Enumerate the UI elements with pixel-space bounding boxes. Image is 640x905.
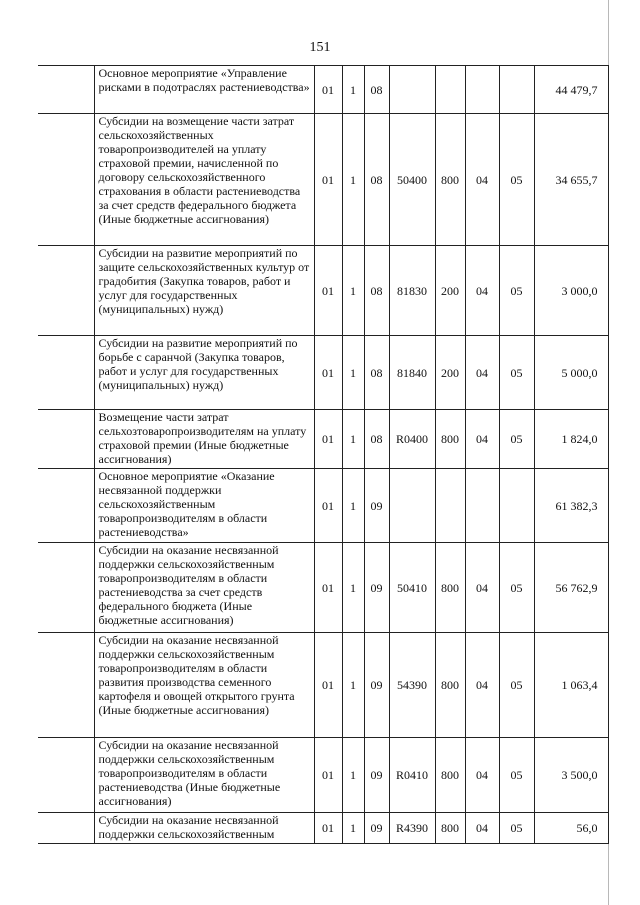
- amount-cell: 3 000,0: [534, 246, 608, 336]
- subsection-code-cell: 05: [499, 543, 534, 633]
- amount-cell: 1 824,0: [534, 410, 608, 469]
- amount-cell: 34 655,7: [534, 114, 608, 246]
- program-code-cell: 01: [314, 246, 342, 336]
- blank-cell: [38, 246, 94, 336]
- expense-type-cell: [435, 469, 465, 543]
- subsection-code-cell: [499, 469, 534, 543]
- blank-cell: [38, 66, 94, 114]
- subsection-code-cell: 05: [499, 738, 534, 813]
- event-code-cell: 08: [364, 66, 389, 114]
- subsection-code-cell: 05: [499, 114, 534, 246]
- blank-cell: [38, 469, 94, 543]
- expense-type-cell: 200: [435, 246, 465, 336]
- target-code-cell: 81830: [389, 246, 435, 336]
- event-code-cell: 08: [364, 246, 389, 336]
- table-row: [38, 633, 608, 738]
- target-code-cell: 50400: [389, 114, 435, 246]
- section-code-cell: 04: [465, 114, 499, 246]
- section-code-cell: 04: [465, 633, 499, 738]
- target-code-cell: 81840: [389, 336, 435, 410]
- subprogram-code-cell: 1: [342, 246, 364, 336]
- program-code-cell: 01: [314, 336, 342, 410]
- target-code-cell: 54390: [389, 633, 435, 738]
- table-row: [38, 66, 608, 114]
- event-code-cell: 09: [364, 738, 389, 813]
- subprogram-code-cell: 1: [342, 469, 364, 543]
- row-name-cell: Субсидии на развитие мероприятий по защите сельскохозяйственных культур от градобития (Закупка товаров, работ и услуг для государственных (муниципальных) нужд): [94, 246, 314, 336]
- amount-cell: 56,0: [534, 813, 608, 844]
- subsection-code-cell: 05: [499, 633, 534, 738]
- subprogram-code-cell: 1: [342, 633, 364, 738]
- blank-cell: [38, 114, 94, 246]
- subsection-code-cell: 05: [499, 246, 534, 336]
- subprogram-code-cell: 1: [342, 66, 364, 114]
- row-name-cell: Субсидии на оказание несвязанной поддержки сельскохозяйственным товаропроизводителям в области развития производства семенного картофеля и овощей открытого грунта (Иные бюджетные ассигнования): [94, 633, 314, 738]
- blank-cell: [38, 543, 94, 633]
- row-name-cell: Субсидии на оказание несвязанной поддержки сельскохозяйственным товаропроизводителям в области растениеводства (Иные бюджетные ассигнования): [94, 738, 314, 813]
- subprogram-code-cell: 1: [342, 336, 364, 410]
- subsection-code-cell: 05: [499, 813, 534, 844]
- table-body: [38, 66, 608, 844]
- expense-type-cell: 800: [435, 738, 465, 813]
- target-code-cell: [389, 469, 435, 543]
- table-row: [38, 246, 608, 336]
- table-row: [38, 543, 608, 633]
- target-code-cell: 50410: [389, 543, 435, 633]
- table-row: [38, 469, 608, 543]
- target-code-cell: R4390: [389, 813, 435, 844]
- row-name-cell: Основное мероприятие «Оказание несвязанной поддержки сельскохозяйственным товаропроизводителям в области растениеводства»: [94, 469, 314, 543]
- section-code-cell: 04: [465, 813, 499, 844]
- blank-cell: [38, 813, 94, 844]
- target-code-cell: R0410: [389, 738, 435, 813]
- expense-type-cell: [435, 66, 465, 114]
- amount-cell: 3 500,0: [534, 738, 608, 813]
- section-code-cell: 04: [465, 246, 499, 336]
- blank-cell: [38, 410, 94, 469]
- row-name-cell: Субсидии на оказание несвязанной поддержки сельскохозяйственным: [94, 813, 314, 844]
- blank-cell: [38, 738, 94, 813]
- event-code-cell: 08: [364, 114, 389, 246]
- blank-cell: [38, 336, 94, 410]
- expense-type-cell: 800: [435, 114, 465, 246]
- expense-type-cell: 800: [435, 410, 465, 469]
- program-code-cell: 01: [314, 738, 342, 813]
- row-name-cell: Субсидии на оказание несвязанной поддержки сельскохозяйственным товаропроизводителям в области растениеводства за счет средств федерального бюджета (Иные бюджетные ассигнования): [94, 543, 314, 633]
- program-code-cell: 01: [314, 410, 342, 469]
- program-code-cell: 01: [314, 469, 342, 543]
- budget-table: [38, 65, 609, 844]
- section-code-cell: 04: [465, 543, 499, 633]
- table-row: [38, 410, 608, 469]
- subprogram-code-cell: 1: [342, 410, 364, 469]
- program-code-cell: 01: [314, 633, 342, 738]
- subprogram-code-cell: 1: [342, 813, 364, 844]
- event-code-cell: 08: [364, 336, 389, 410]
- amount-cell: 61 382,3: [534, 469, 608, 543]
- subsection-code-cell: [499, 66, 534, 114]
- program-code-cell: 01: [314, 543, 342, 633]
- target-code-cell: [389, 66, 435, 114]
- subprogram-code-cell: 1: [342, 114, 364, 246]
- table-row: [38, 336, 608, 410]
- event-code-cell: 09: [364, 469, 389, 543]
- blank-cell: [38, 633, 94, 738]
- section-code-cell: [465, 66, 499, 114]
- section-code-cell: 04: [465, 738, 499, 813]
- program-code-cell: 01: [314, 66, 342, 114]
- amount-cell: 1 063,4: [534, 633, 608, 738]
- table-row: [38, 813, 608, 844]
- target-code-cell: R0400: [389, 410, 435, 469]
- table-row: [38, 114, 608, 246]
- event-code-cell: 09: [364, 543, 389, 633]
- subsection-code-cell: 05: [499, 336, 534, 410]
- section-code-cell: [465, 469, 499, 543]
- section-code-cell: 04: [465, 410, 499, 469]
- expense-type-cell: 800: [435, 633, 465, 738]
- row-name-cell: Основное мероприятие «Управление рисками в подотраслях растениеводства»: [94, 66, 314, 114]
- amount-cell: 5 000,0: [534, 336, 608, 410]
- subsection-code-cell: 05: [499, 410, 534, 469]
- subprogram-code-cell: 1: [342, 543, 364, 633]
- expense-type-cell: 200: [435, 336, 465, 410]
- subprogram-code-cell: 1: [342, 738, 364, 813]
- amount-cell: 44 479,7: [534, 66, 608, 114]
- program-code-cell: 01: [314, 114, 342, 246]
- row-name-cell: Субсидии на возмещение части затрат сельскохозяйственных товаропроизводителей на уплату страховой премии, начисленной по договору сельскохозяйственного страхования в области растениеводства за счет средств федерального бюджета (Иные бюджетные ассигнования): [94, 114, 314, 246]
- amount-cell: 56 762,9: [534, 543, 608, 633]
- row-name-cell: Возмещение части затрат сельхозтоваропроизводителям на уплату страховой премии (Иные бюджетные ассигнования): [94, 410, 314, 469]
- expense-type-cell: 800: [435, 813, 465, 844]
- page-number: 151: [309, 40, 331, 55]
- section-code-cell: 04: [465, 336, 499, 410]
- table-row: [38, 738, 608, 813]
- row-name-cell: Субсидии на развитие мероприятий по борьбе с саранчой (Закупка товаров, работ и услуг для государственных (муниципальных) нужд): [94, 336, 314, 410]
- program-code-cell: 01: [314, 813, 342, 844]
- event-code-cell: 09: [364, 633, 389, 738]
- expense-type-cell: 800: [435, 543, 465, 633]
- event-code-cell: 08: [364, 410, 389, 469]
- event-code-cell: 09: [364, 813, 389, 844]
